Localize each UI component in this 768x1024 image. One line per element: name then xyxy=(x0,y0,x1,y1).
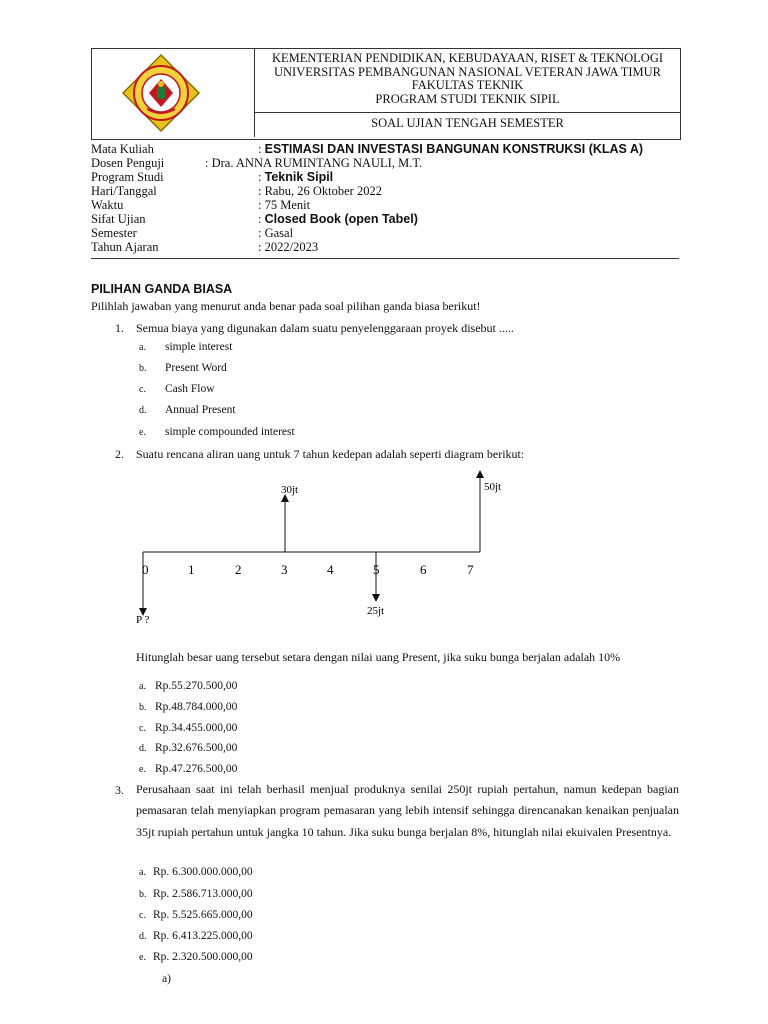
header-subtitle: SOAL UJIAN TENGAH SEMESTER xyxy=(371,116,564,130)
trailing-item: a) xyxy=(162,973,171,985)
info-label: Dosen Penguji xyxy=(91,156,165,170)
info-label: Waktu xyxy=(91,198,124,212)
info-value: : 75 Menit xyxy=(258,198,311,212)
header-title-line: UNIVERSITAS PEMBANGUNAN NASIONAL VETERAN JAWA TIMUR xyxy=(273,64,661,79)
question-number-3: 3. xyxy=(115,783,124,797)
period-label: 5 xyxy=(373,562,380,577)
info-label: Sifat Ujian xyxy=(91,212,146,226)
inflow-label-7: 50jt xyxy=(484,481,502,493)
header-title xyxy=(255,49,680,113)
university-seal-icon xyxy=(121,53,201,133)
period-label: 6 xyxy=(420,562,427,577)
info-value: : 2022/2023 xyxy=(258,240,319,254)
period-label: 0 xyxy=(142,562,149,577)
info-value: : Rabu, 26 Oktober 2022 xyxy=(258,184,382,198)
logo-cell xyxy=(92,49,255,137)
outflow-label-5: 25jt xyxy=(367,605,385,617)
info-label: Mata Kuliah xyxy=(91,142,154,156)
info-label: Semester xyxy=(91,226,137,240)
section-title: PILIHAN GANDA BIASA xyxy=(91,282,233,296)
period-label: 7 xyxy=(467,562,474,577)
cash-flow-diagram xyxy=(130,468,510,628)
header-table xyxy=(91,48,681,140)
info-value: : Dra. ANNA RUMINTANG NAULI, M.T. xyxy=(205,156,423,170)
question-number: 2. xyxy=(115,447,124,461)
header-title-line: KEMENTERIAN PENDIDIKAN, KEBUDAYAAN, RISET & TEKNOLOGI xyxy=(271,51,664,65)
info-value: : Gasal xyxy=(258,226,294,240)
info-value: : ESTIMASI DAN INVESTASI BANGUNAN KONSTRUKSI (KLAS A) xyxy=(258,142,644,156)
present-label: P ? xyxy=(136,614,150,626)
question-2-prompt: Hitunglah besar uang tersebut setara dengan nilai uang Present, jika suku bunga berjalan adalah 10% xyxy=(136,650,621,664)
question-number: 1. xyxy=(115,321,124,335)
question-3-text: Perusahaan saat ini telah berhasil menjual produknya senilai 250jt rupiah pertahun, namun kedepan bagian pemasaran telah menyiapkan program pemasaran yang lebih intensif sehingga direncanakan kenaikan penjualan 35jt rupiah pertahun untuk jangka 10 tahun. Jika suku bunga berjalan 8%, hitunglah nilai ekuivalen Presentnya. xyxy=(136,782,679,839)
period-label: 2 xyxy=(235,562,242,577)
section-intro: Pilihlah jawaban yang menurut anda benar pada soal pilihan ganda biasa berikut! xyxy=(91,299,481,313)
inflow-label-3: 30jt xyxy=(281,484,299,496)
info-value: : Teknik Sipil xyxy=(258,170,334,184)
info-label: Program Studi xyxy=(91,170,164,184)
header-title-line: FAKULTAS TEKNIK xyxy=(411,78,524,92)
info-label: Hari/Tanggal xyxy=(91,184,157,198)
period-label: 1 xyxy=(188,562,195,577)
header-title-line: PROGRAM STUDI TEKNIK SIPIL xyxy=(375,91,560,106)
question-text: Suatu rencana aliran uang untuk 7 tahun kedepan adalah seperti diagram berikut: xyxy=(136,447,525,461)
period-label: 3 xyxy=(281,562,288,577)
info-label: Tahun Ajaran xyxy=(91,240,159,254)
info-value: : Closed Book (open Tabel) xyxy=(258,212,418,226)
question-text: Semua biaya yang digunakan dalam suatu penyelenggaraan proyek disebut ..... xyxy=(136,321,514,335)
period-label: 4 xyxy=(327,562,334,577)
divider xyxy=(91,258,679,259)
